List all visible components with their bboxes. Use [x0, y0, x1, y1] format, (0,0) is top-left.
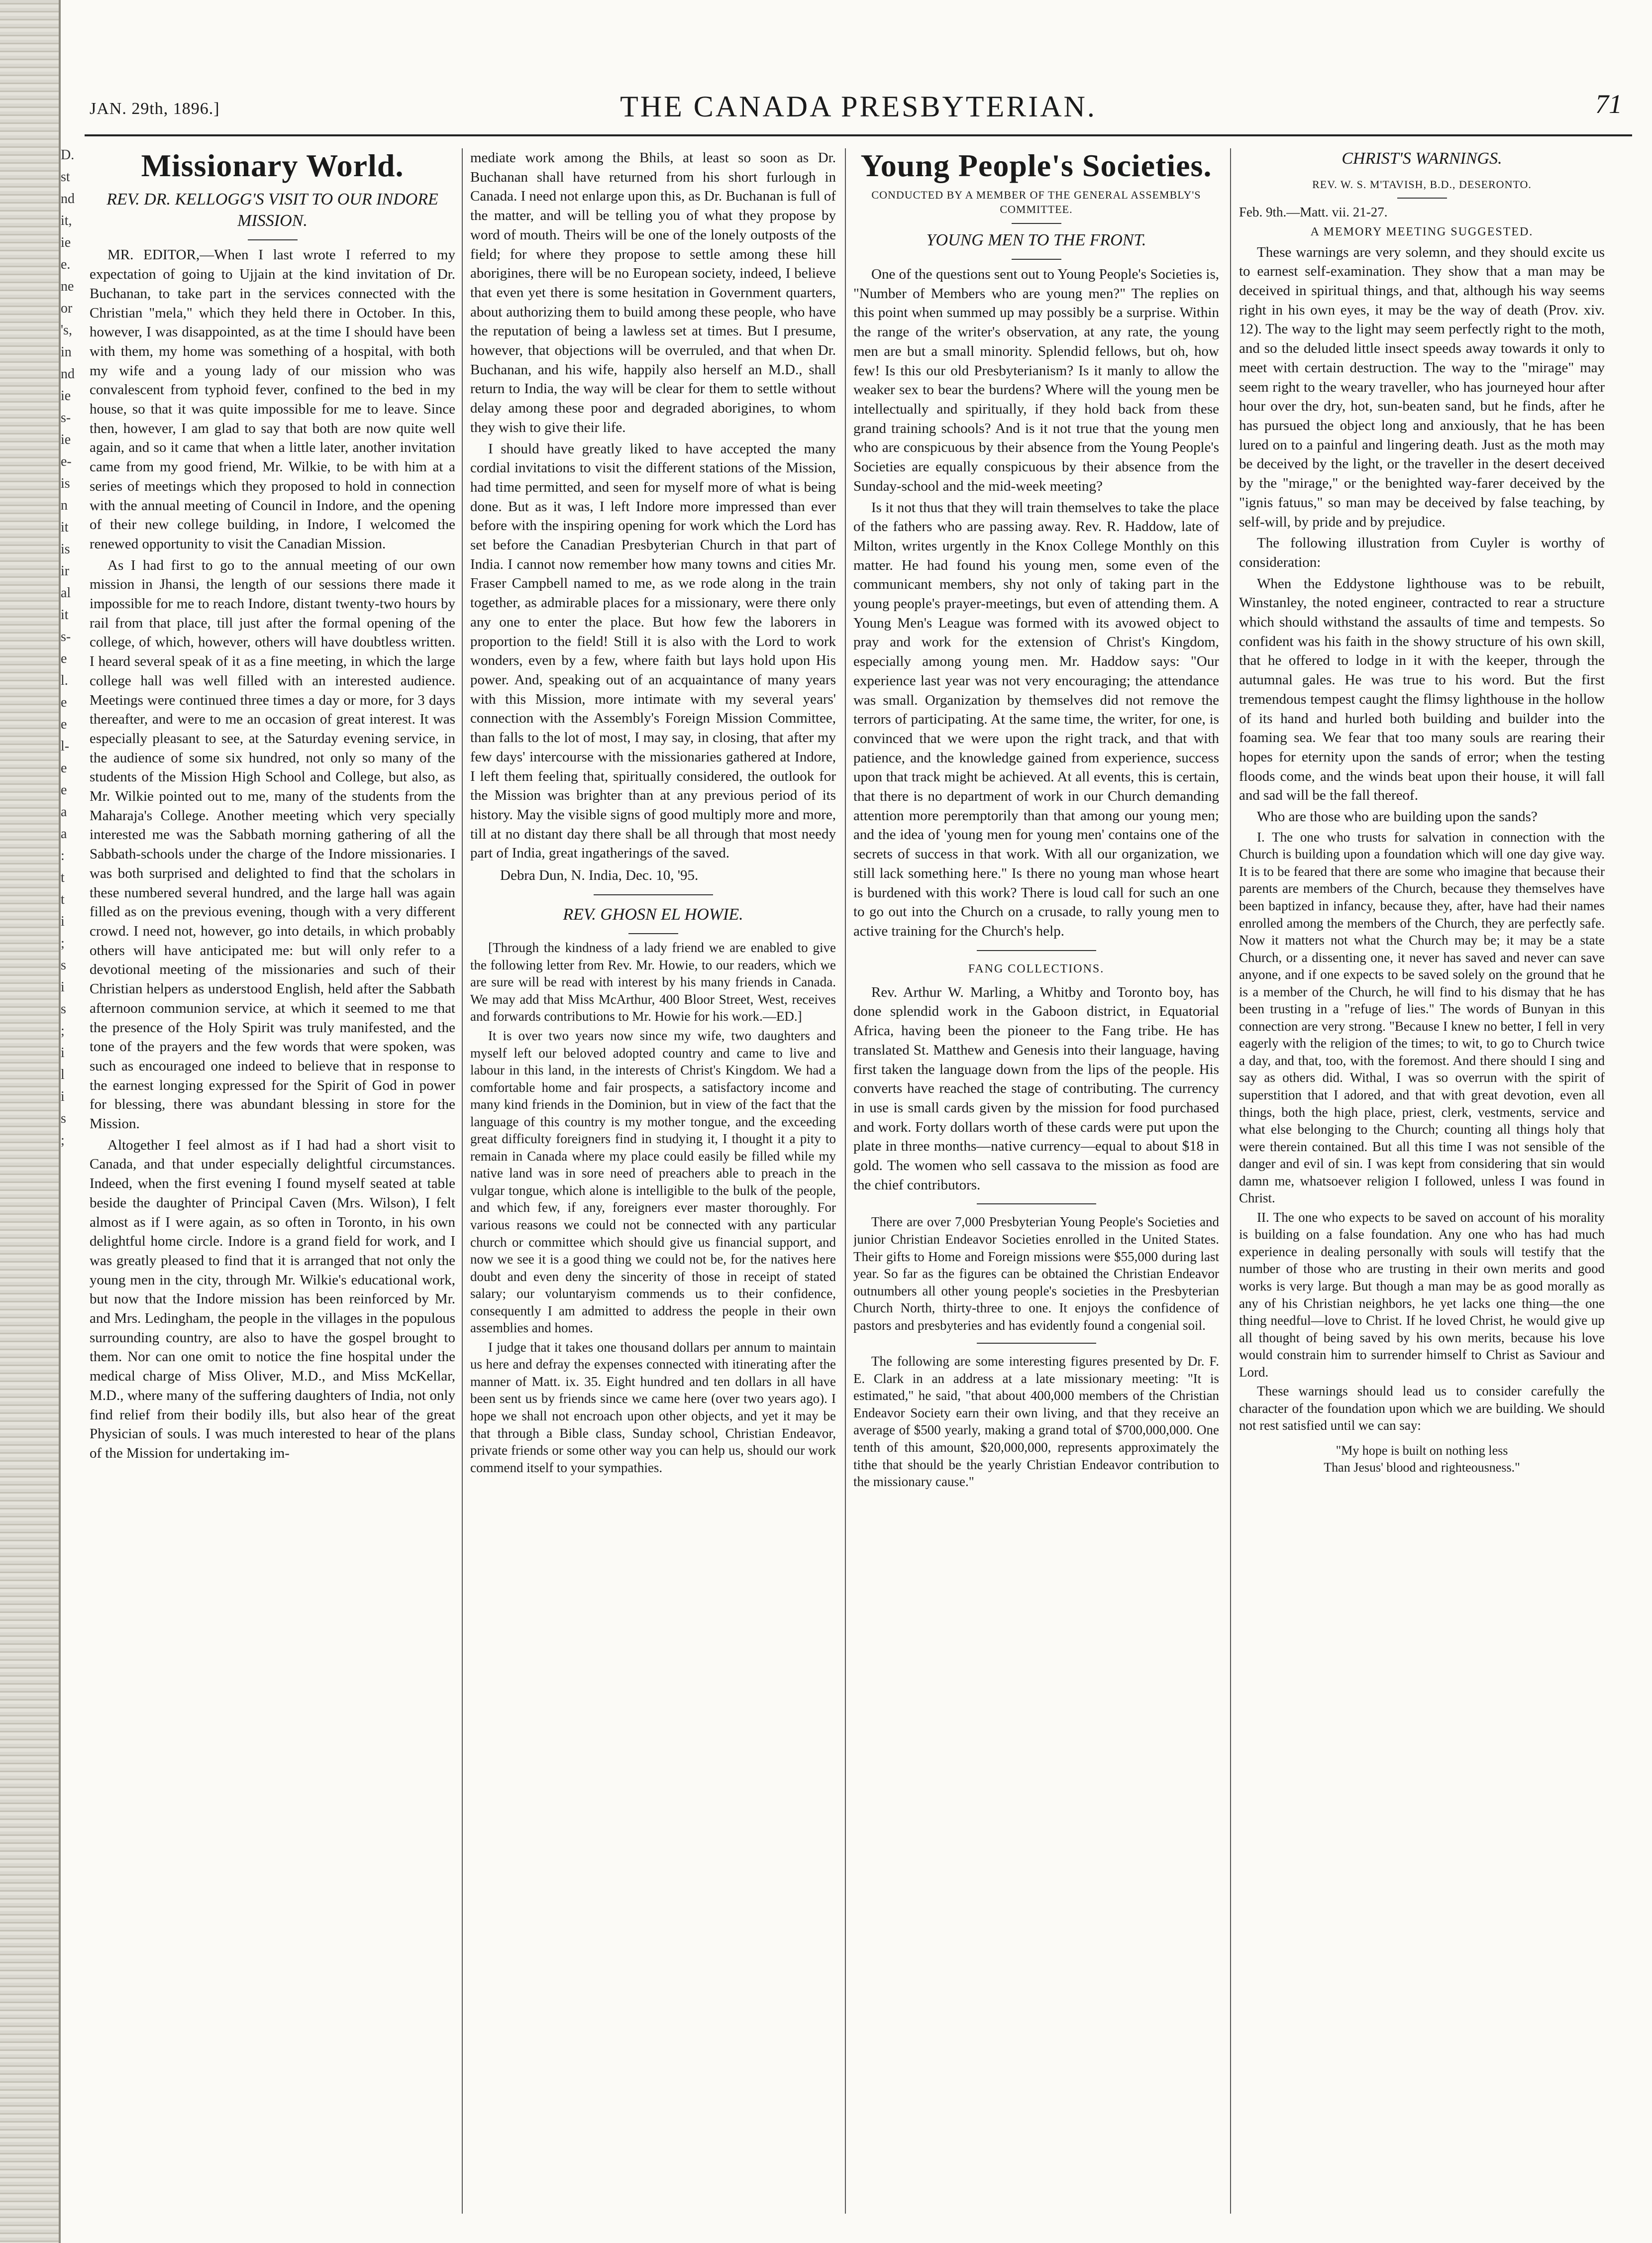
- margin-fragment: e: [61, 717, 67, 732]
- title-rule: [248, 239, 298, 240]
- quote-line: "My hope is built on nothing less: [1336, 1443, 1508, 1458]
- page-number: 71: [1595, 89, 1622, 119]
- margin-fragment: ;: [61, 1023, 65, 1039]
- margin-fragment: al: [61, 585, 71, 601]
- section-heading-young-peoples-societies: Young People's Societies.: [860, 148, 1212, 183]
- margin-fragment: st: [61, 169, 70, 185]
- margin-fragment: ne: [61, 279, 74, 294]
- column-divider: [845, 148, 846, 2214]
- margin-fragment: a: [61, 804, 67, 820]
- paragraph: I should have greatly liked to have accepted the many cordial invitations to visit the different stations of the Mission, had time permitted, and seen for myself more of what is being done. But as it was, I left Indore more impressed than ever before with the inspiring opening for work which the Lord has set before the Canadian Presbyterian Church in that part of India. I cannot now remember how many towns and cities Mr. Fraser Campbell named to me, as we rode along in the train together, as admirable places for a missionary, were there only any one to enter the place. But how few the laborers in proportion to the field! Still it is also with the Lord to work wonders, even by a few, where faith but lays hold upon His power. And, speaking out of an acquaintance of many years with this Mission, more intimate with my several years' connection with the Assembly's Foreign Mission Committee, than falls to the lot of most, I may say, in closing, that after my few days' intercourse with the missionaries gathered at Indore, I left them feeling that, spiritually considered, the outlook for the Mission was brighter than at any previous period of its history. May the visible signs of good multiply more and more, till at no distant day there shall be all through that most needy part of India, great ingatherings of the saved.: [470, 440, 836, 861]
- dateline: Feb. 9th.—Matt. vii. 21-27.: [1239, 205, 1388, 220]
- column-1: [90, 148, 455, 2214]
- margin-fragment: D.: [61, 147, 75, 163]
- margin-fragment: e: [61, 695, 67, 710]
- margin-fragment: s: [61, 958, 66, 973]
- dateline: Debra Dun, N. India, Dec. 10, '95.: [500, 867, 699, 884]
- margin-fragment: l: [61, 1067, 65, 1082]
- paragraph: Rev. Arthur W. Marling, a Whitby and Toronto boy, has done splendid work in the Gaboon district, in Equatorial Africa, having been the pioneer to the Fang tribe. He has translated St. Matthew and Genesis into their language, having first taken the language down from the lips of the people. His converts have reached the stage of contributing. The currency in use is small cards given by the mission for food purchased and work. Forty dollars worth of these cards were put upon the plate in three months—native currency—equal to about $18 in gold. The women who sell cassava to the mission as food are the chief contributors.: [853, 984, 1219, 1193]
- margin-fragment: it,: [61, 213, 72, 228]
- margin-fragment: n: [61, 498, 68, 513]
- article-title: CHRIST'S WARNINGS.: [1342, 149, 1502, 168]
- paragraph: The following are some interesting figures presented by Dr. F. E. Clark in an address at a late missionary meeting: "It is estimated," he said, "that about 400,000 members of the Christian Endeavor Society earn their own living, and that they receive an average of $500 yearly, making a grand total of $700,000,000. One tenth of this amount, $20,000,000, represents approximately the tithe that should be the yearly Christian Endeavor contribution to the missionary cause.": [853, 1354, 1219, 1490]
- paragraph: I. The one who trusts for salvation in connection with the Church is building upon a foundation which will one day give way. It is to be feared that there are some who imagine that because their parents are members of the Church, because they themselves have been baptized in infancy, because they, after, have had their names enrolled among the members of the Church, they are perfectly safe. Now it matters not what the Church may be; it may be a state Church, or a dissenting one, it never has saved and never can save anyone, and if one expects to be saved solely on the ground that he is a member of the Church, he will find to his dismay that he has been trusting in a "refuge of lies." The words of Bunyan in this connection are very strong. "Because I knew no better, I fell in very eagerly with the religion of the times; to wit, to go to Church twice a day, and that, too, with the foremost. And there should I sing and say as others did. Withal, I was so overrun with the spirit of superstition that I adored, and that with great devotion, even all things, both the high place, priest, clerk, vestments, service and what else belonging to the Church; counting all things holy that were therein contained. But all this time I was not sensible of the danger and evil of sin. I was kept from considering that sin would damn me, whatsoever religion I followed, unless I was found in Christ.: [1239, 829, 1605, 1206]
- margin-fragment: ;: [61, 936, 65, 951]
- paragraph: The following illustration from Cuyler is worthy of consideration:: [1239, 535, 1605, 570]
- section-heading-missionary-world: Missionary World.: [141, 148, 404, 183]
- margin-fragment: s: [61, 1001, 66, 1017]
- margin-fragment: i: [61, 979, 65, 995]
- margin-fragment: it: [61, 607, 69, 623]
- facing-page-margin: [61, 144, 81, 1152]
- margin-fragment: ;: [61, 1133, 65, 1148]
- paragraph: MR. EDITOR,—When I last wrote I referred to my expectation of going to Ujjain at the kind invitation of Dr. Buchanan, to take part in the services connected with the Christian "mela," which they held there in October. In this, however, I was disappointed, as at the time I should have been with them, my home was something of a hospital, with both my wife and a young lady of our mission who was convalescent from typhoid fever, confined to the bed in my house, so that it was quite impossible for me to leave. Since then, however, I am glad to say that both are now quite well again, and so it came that when a little later, another invitation came from my good friend, Mr. Wilkie, to be with him at a series of meetings which they proposed to hold in connection with the annual meeting of Council in Indore, and the opening of their new college building, in Indore, I welcomed the renewed opportunity to visit the Canadian Mission.: [90, 247, 455, 552]
- page-header: [85, 80, 1632, 136]
- column-3: [853, 148, 1219, 2214]
- margin-fragment: ie: [61, 235, 71, 250]
- margin-fragment: or: [61, 301, 73, 316]
- margin-fragment: l-: [61, 739, 70, 754]
- paragraph: There are over 7,000 Presbyterian Young People's Societies and junior Christian Endeavor Societies enrolled in the United States. Their gifts to Home and Foreign missions were $55,000 during last year. So far as the figures can be obtained the Christian Endeavor outnumbers all other young people's societies in the Presbyterian Church North, thirty-three to one. It enjoys the confidence of pastors and presbyteries and has evidently found a congenial soil.: [853, 1214, 1219, 1333]
- title-rule: [1012, 223, 1061, 224]
- paragraph: I judge that it takes one thousand dollars per annum to maintain us here and defray the expenses connected with itinerating after the manner of Matt. ix. 35. Eight hundred and ten dollars in all have been sent us by friends since we came here (over two years ago). I hope we shall not encroach upon other objects, and yet it may be that through a Bible class, Sunday school, Christian Endeavor, private friends or some other way you can help us, should our work commend itself to your sympathies.: [470, 1339, 836, 1475]
- margin-fragment: in: [61, 344, 72, 360]
- margin-fragment: s: [61, 1111, 66, 1126]
- article-title: YOUNG MEN TO THE FRONT.: [926, 230, 1146, 249]
- paragraph: These warnings are very solemn, and they should excite us to earnest self-examination. They show that a man may be deceived in spiritual things, and that, although his way seems right in his own eyes, it may be the way of death (Prov. xiv. 12). The way to the light may seem perfectly right to the moth, and so the deluded little insect speeds away towards it only to meet with certain destruction. The way to the "mirage" may seem right to the weary traveller, who has journeyed hour after hour over the dry, hot, sun-beaten sand, but he finds, after he has pursued the object long and anxiously, that he has been lured on to a painful and lingering death. Just as the moth may be deceived by the light, or the traveller in the desert deceived by the "mirage," or the benighted way-farer deceived by the "ignis fatuus," so man may be deceived by false teaching, by self-will, by pride and by prejudice.: [1239, 244, 1605, 530]
- margin-fragment: ie: [61, 432, 71, 447]
- paragraph: II. The one who expects to be saved on account of his morality is building on a false foundation. Any one who has had much experience in dealing personally with souls will testify that the number of those who are trusting in their own merits and good works is very large. But though a man may be as good morally as any of his Christian neighbors, he yet lacks one thing—the one thing needful—love to Christ. If he loved Christ, he would give up all thought of being saved by his own merits, because his love would constrain him to surrender himself to Christ as Saviour and Lord.: [1239, 1209, 1605, 1380]
- article-separator: [977, 1203, 1096, 1204]
- margin-fragment: is: [61, 476, 70, 491]
- margin-fragment: e: [61, 782, 67, 798]
- margin-fragment: e.: [61, 257, 71, 272]
- margin-fragment: t: [61, 892, 65, 907]
- margin-fragment: s-: [61, 629, 71, 644]
- margin-fragment: ir: [61, 563, 70, 579]
- article-separator: [977, 1343, 1096, 1344]
- paragraph: mediate work among the Bhils, at least so soon as Dr. Buchanan shall have returned from his short furlough in Canada. I need not enlarge upon this, as Dr. Buchanan is full of the matter, and will be telling you of what they propose by word of mouth. Theirs will be one of the lonely outposts of the field; for where they propose to settle among these hill aborigines, there will be no European society, indeed, I believe that even yet there is some hesitation in Government quarters, about authorizing them to build among these people, who have the reputation of being a lawless set at times. But I presume, however, that objections will be overruled, and that when Dr. Buchanan, and his wife, happily also herself an M.D., shall return to India, the way will be clear for them to settle without delay among these poor and degraded aborigines, to whom they wish to give their life.: [470, 150, 836, 435]
- margin-fragment: 's,: [61, 322, 72, 338]
- column-2: [470, 148, 836, 2214]
- paragraph: It is over two years now since my wife, two daughters and myself left our beloved adopted country and came to live and labour in this land, in the interests of Christ's Kingdom. We had a comfortable home and fair prospects, a satisfactory income and many kind friends in the Dominion, but in view of the fact that the language of this country is my mother tongue, and the exceeding great difficulty foreigners find in studying it, I thought it a pity to remain in Canada where my place could easily be filled while my native land was in sore need of preachers able to preach in the vulgar tongue, which alone is intelligible to the bulk of the people, and which few, if any, foreigners ever master thoroughly. For various reasons we could not be connected with any particular church or committee which should give us financial support, and now we see it is a good thing we could not be, for the natives here doubt and even deny the sincerity of those in receipt of stated salary; our voluntaryism commends us to their confidence, consequently I am admitted to address the people in their own assemblies and homes.: [470, 1028, 836, 1336]
- column-divider: [1230, 148, 1231, 2214]
- margin-fragment: e-: [61, 454, 72, 469]
- hymn-quote: [1239, 1442, 1605, 1476]
- paragraph: As I had first to go to the annual meeting of our own mission in Jhansi, the length of our sessions there made it impossible for me to reach Indore, distant twenty-two hours by rail from that place, till just after the formal opening of the college, of which, however, others will have doubtless written. I heard several speak of it as a fine meeting, in which the large college hall was well filled with an interested audience. Meetings were continued three times a day or more, for 3 days thereafter, and were to me an occasion of great interest. It was especially pleasant to see, at the Saturday evening service, in the audience of some six hundred, not only so many of the students of the Mission High School and College, but also, as Mr. Wilkie pointed out to me, many of the students from the Maharaja's College. Another meeting which very specially interested me was the Sabbath morning gathering of all the Sabbath-schools under the charge of the Indore missionaries. I was both surprised and delighted to find that the scholars in these numbered several hundred, and the large hall was again filled as on the previous evening, though with a very different crowd. I need not, however, go into details, in which probably others will have anticipated me: but will only refer to a devotional meeting of the missionaries and such of their Christian helpers as understood English, held after the Sabbath afternoon communion service, at which it seemed to me that the presence of the Holy Spirit was truly manifested, and the tone of the prayers and the few words that were spoken, was such as encouraged one indeed to believe that in response to the earnest longing expressed for the Spirit of God in power for blessing, there was abundant blessing in store for the Mission.: [90, 557, 455, 1132]
- margin-fragment: ie: [61, 388, 71, 404]
- margin-fragment: t: [61, 870, 65, 885]
- article-separator: [594, 894, 713, 895]
- editor-note: [Through the kindness of a lady friend we are enabled to give the following letter from Rev. Mr. Howie, to our readers, which we are sure will be read with interest by his many friends in Canada. We may add that Miss McArthur, 400 Bloor Street, West, receives and forwards contributions to Mr. Howie for his work.—ED.]: [470, 940, 836, 1024]
- margin-fragment: nd: [61, 366, 75, 382]
- margin-fragment: is: [61, 541, 70, 557]
- margin-fragment: :: [61, 848, 65, 863]
- subheading: A MEMORY MEETING SUGGESTED.: [1310, 225, 1534, 238]
- margin-fragment: nd: [61, 191, 75, 207]
- margin-fragment: l.: [61, 673, 68, 688]
- column-4: [1239, 148, 1605, 2214]
- author-byline: REV. W. S. M'TAVISH, B.D., DESERONTO.: [1312, 178, 1532, 191]
- paragraph: These warnings should lead us to consider carefully the character of the foundation upon which we are building. We should not rest satisfied until we can say:: [1239, 1384, 1605, 1433]
- paragraph: Who are those who are building upon the sands?: [1257, 809, 1538, 825]
- column-divider: [462, 148, 463, 2214]
- issue-date: JAN. 29th, 1896.]: [90, 100, 220, 118]
- margin-fragment: i: [61, 1045, 65, 1061]
- margin-fragment: a: [61, 826, 67, 842]
- margin-fragment: e: [61, 651, 67, 666]
- paragraph: When the Eddystone lighthouse was to be rebuilt, Winstanley, the noted engineer, contracted to rear a structure which should withstand the assaults of time and tempests. So confident was his faith in the showy structure of his own skill, that he offered to lodge in it with the keeper, through the autumnal gales. He was true to his word. But the first tremendous tempest caught the flimsy lighthouse in the hollow of its hand and hurled both building and builder into the foaming sea. We fear that too many souls are rearing their hopes for eternity upon the sands of error; when the testing floods come, and the winds beat upon their house, it will fall and sad will be the fall thereof.: [1239, 575, 1605, 804]
- newspaper-title: THE CANADA PRESBYTERIAN.: [620, 90, 1097, 123]
- title-rule: [1012, 259, 1061, 260]
- margin-fragment: s-: [61, 410, 71, 426]
- book-binding-edge: [0, 0, 61, 2243]
- quote-line: Than Jesus' blood and righteousness.": [1324, 1460, 1520, 1475]
- title-rule: [628, 933, 678, 934]
- title-rule: [1397, 198, 1447, 199]
- margin-fragment: i: [61, 1089, 65, 1104]
- article-separator: [977, 950, 1096, 951]
- section-byline: CONDUCTED BY A MEMBER OF THE GENERAL ASSEMBLY'S COMMITTEE.: [871, 189, 1201, 215]
- subheading: FANG COLLECTIONS.: [968, 962, 1105, 975]
- article-title: REV. GHOSN EL HOWIE.: [563, 905, 743, 924]
- margin-fragment: i: [61, 914, 65, 929]
- paragraph: Is it not thus that they will train themselves to take the place of the fathers who are passing away. Rev. R. Haddow, late of Milton, writes urgently in the Knox College Monthly on this matter. He had found his young men, some even of the communicant members, shy not only of taking part in the young people's prayer-meetings, but even of attending them. A Young Men's League was formed with its avowed object to pray and work for the extension of Christ's Kingdom, especially among young men. Mr. Haddow says: "Our experience last year was not very encouraging; the attendance was small. Organization by themselves did not remove the terrors of participating. At the same time, the writer, for one, is convinced that we were upon the right track, and that with patience, and the knowledge gained from experience, success upon that track might be achieved. At all events, this is certain, that there is no department of work in our Church demanding attention more peremptorily than that among our young men; and the idea of 'young men for young men' contains one of the secrets of success in that work. With all our organization, we still lack something here." Is there no young man whose heart is burdened with this work? There is loud call for such an one to go out into the Church on a crusade, to rally young men to active training for the Church's help.: [853, 499, 1219, 939]
- article-title: REV. DR. KELLOGG'S VISIT TO OUR INDORE MISSION.: [106, 190, 438, 230]
- paragraph: Altogether I feel almost as if I had had a short visit to Canada, and that under especially delightful circumstances. Indeed, when the first evening I found myself seated at table beside the daughter of Principal Caven (Mrs. Wilson), I felt almost as if I were again, as so often in Toronto, in his own delightful home circle. Indore is a grand field for work, and I was greatly pleased to find that it is arranged that not only the young men in the city, through Mr. Wilkie's educational work, but now that the Indore mission has been reinforced by Mr. and Mrs. Ledingham, the people in the villages in the populous surrounding country, are also to have the gospel brought to them. Nor can one omit to notice the fine hospital under the medical charge of Miss Oliver, M.D., and Miss McKellar, M.D., where many of the suffering daughters of India, not only find relief from their bodily ills, but also hear of the great Physician of souls. I was much interested to hear of the plans of the Mission for undertaking im-: [90, 1137, 455, 1461]
- newspaper-page: [85, 60, 1632, 2225]
- margin-fragment: e: [61, 760, 67, 776]
- margin-fragment: it: [61, 520, 69, 535]
- paragraph: One of the questions sent out to Young People's Societies is, "Number of Members who are young men?" The replies on this point when summed up may possibly be a surprise. Within the range of the writer's observation, at any rate, the young men are but a small minority. Splendid fellows, but oh, how few! Is this our old Presbyterianism? Is it manly to allow the weaker sex to bear the burdens? Where will the young men be intellectually and spiritually, if they hold back from these grand training schools? And is it not true that the young men who are conspicuous by their absence from the Young People's Societies are equally conspicuous by their absence from the Sunday-school and the mid-week meeting?: [853, 266, 1219, 494]
